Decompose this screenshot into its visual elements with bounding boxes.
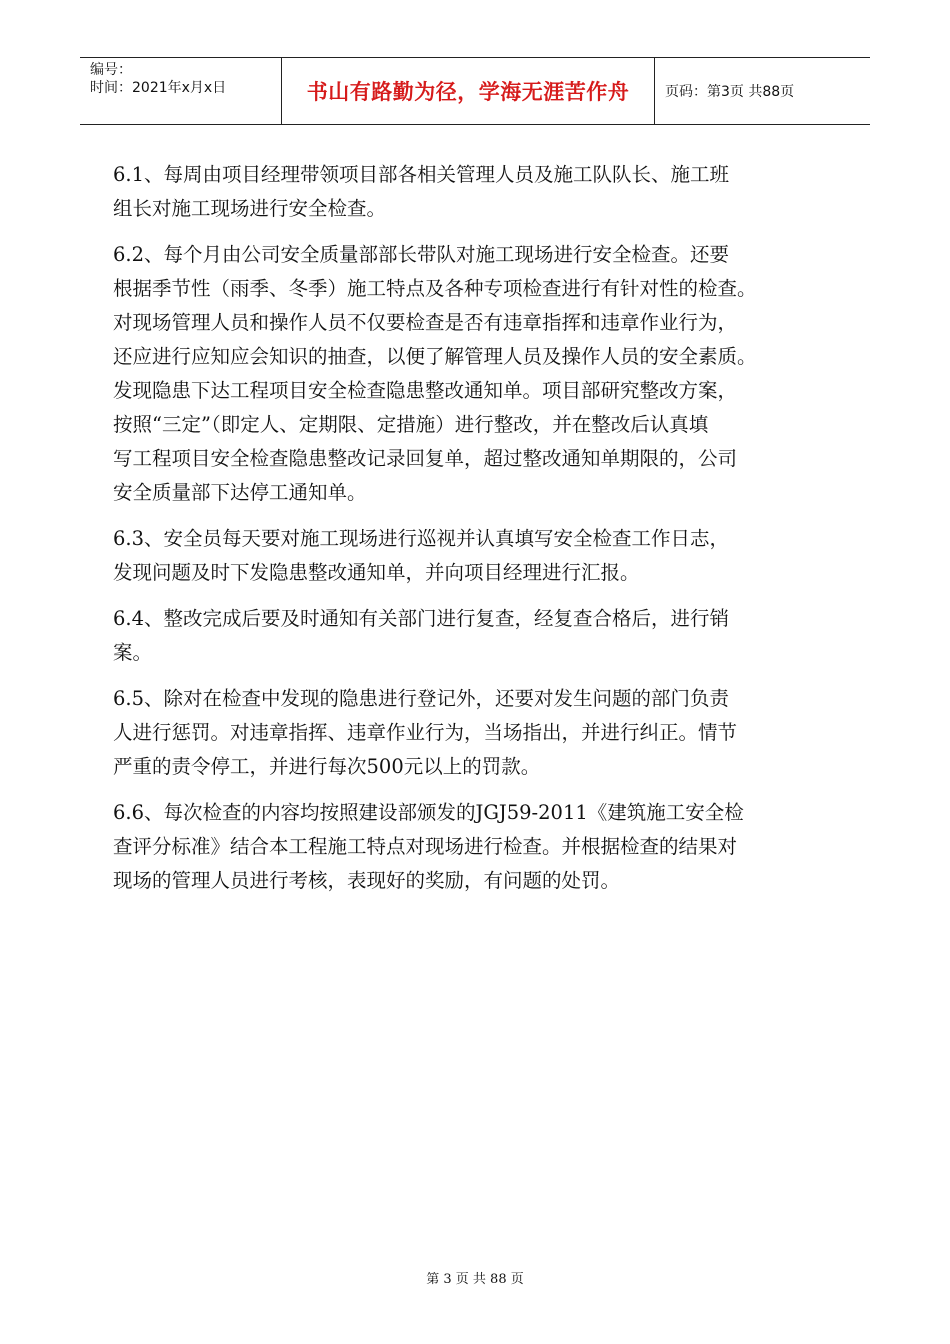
paragraph-line: 现场的管理人员进行考核，表现好的奖励，有问题的处罚。 [113,869,621,892]
paragraph [113,522,843,590]
paragraph [113,238,843,510]
paragraph [113,158,843,226]
paragraph-line: 6.4、整改完成后要及时通知有关部门进行复查，经复查合格后，进行销 [113,607,730,630]
paragraph-line: 严重的责令停工，并进行每次500元以上的罚款。 [113,755,541,778]
header-motto: 书山有路勤为径，学海无涯苦作舟 [282,58,655,124]
serial-label: 编号： [90,62,132,78]
paragraph-line: 写工程项目安全检查隐患整改记录回复单，超过整改通知单期限的，公司 [113,447,738,470]
paragraph-line: 还应进行应知应会知识的抽查，以便了解管理人员及操作人员的安全素质。 [113,345,757,368]
paragraph [113,796,843,898]
paragraph-line: 对现场管理人员和操作人员不仅要检查是否有违章指挥和违章作业行为， [113,311,738,334]
header-meta [80,58,282,124]
paragraph-line: 6.5、除对在检查中发现的隐患进行登记外，还要对发生问题的部门负责 [113,687,730,710]
paragraph-line: 查评分标准》结合本工程施工特点对现场进行检查。并根据检查的结果对 [113,835,738,858]
paragraph-line: 发现隐患下达工程项目安全检查隐患整改通知单。项目部研究整改方案， [113,379,738,402]
paragraph-line: 根据季节性（雨季、冬季）施工特点及各种专项检查进行有针对性的检查。 [113,277,757,300]
paragraph-line: 人进行惩罚。对违章指挥、违章作业行为，当场指出，并进行纠正。情节 [113,721,738,744]
paragraph [113,602,843,670]
document-body [113,158,843,910]
paragraph-line: 组长对施工现场进行安全检查。 [113,197,387,220]
paragraph-line: 6.3、安全员每天要对施工现场进行巡视并认真填写安全检查工作日志， [113,527,730,550]
paragraph-line: 6.6、每次检查的内容均按照建设部颁发的JGJ59-2011《建筑施工安全检 [113,801,744,824]
page-footer: 第 3 页 共 88 页 [426,1272,524,1287]
paragraph-line: 发现问题及时下发隐患整改通知单，并向项目经理进行汇报。 [113,561,640,584]
date-label: 时间：2021年x月x日 [90,80,227,96]
paragraph [113,682,843,784]
paragraph-line: 6.1、每周由项目经理带领项目部各相关管理人员及施工队队长、施工班 [113,163,730,186]
paragraph-line: 安全质量部下达停工通知单。 [113,481,367,504]
paragraph-line: 6.2、每个月由公司安全质量部部长带队对施工现场进行安全检查。还要 [113,243,730,266]
paragraph-line: 按照“三定”（即定人、定期限、定措施）进行整改，并在整改后认真填 [113,413,709,436]
paragraph-line: 案。 [113,641,153,664]
page-header [80,57,870,125]
header-page-label: 页码：第3页 共88页 [665,84,795,100]
